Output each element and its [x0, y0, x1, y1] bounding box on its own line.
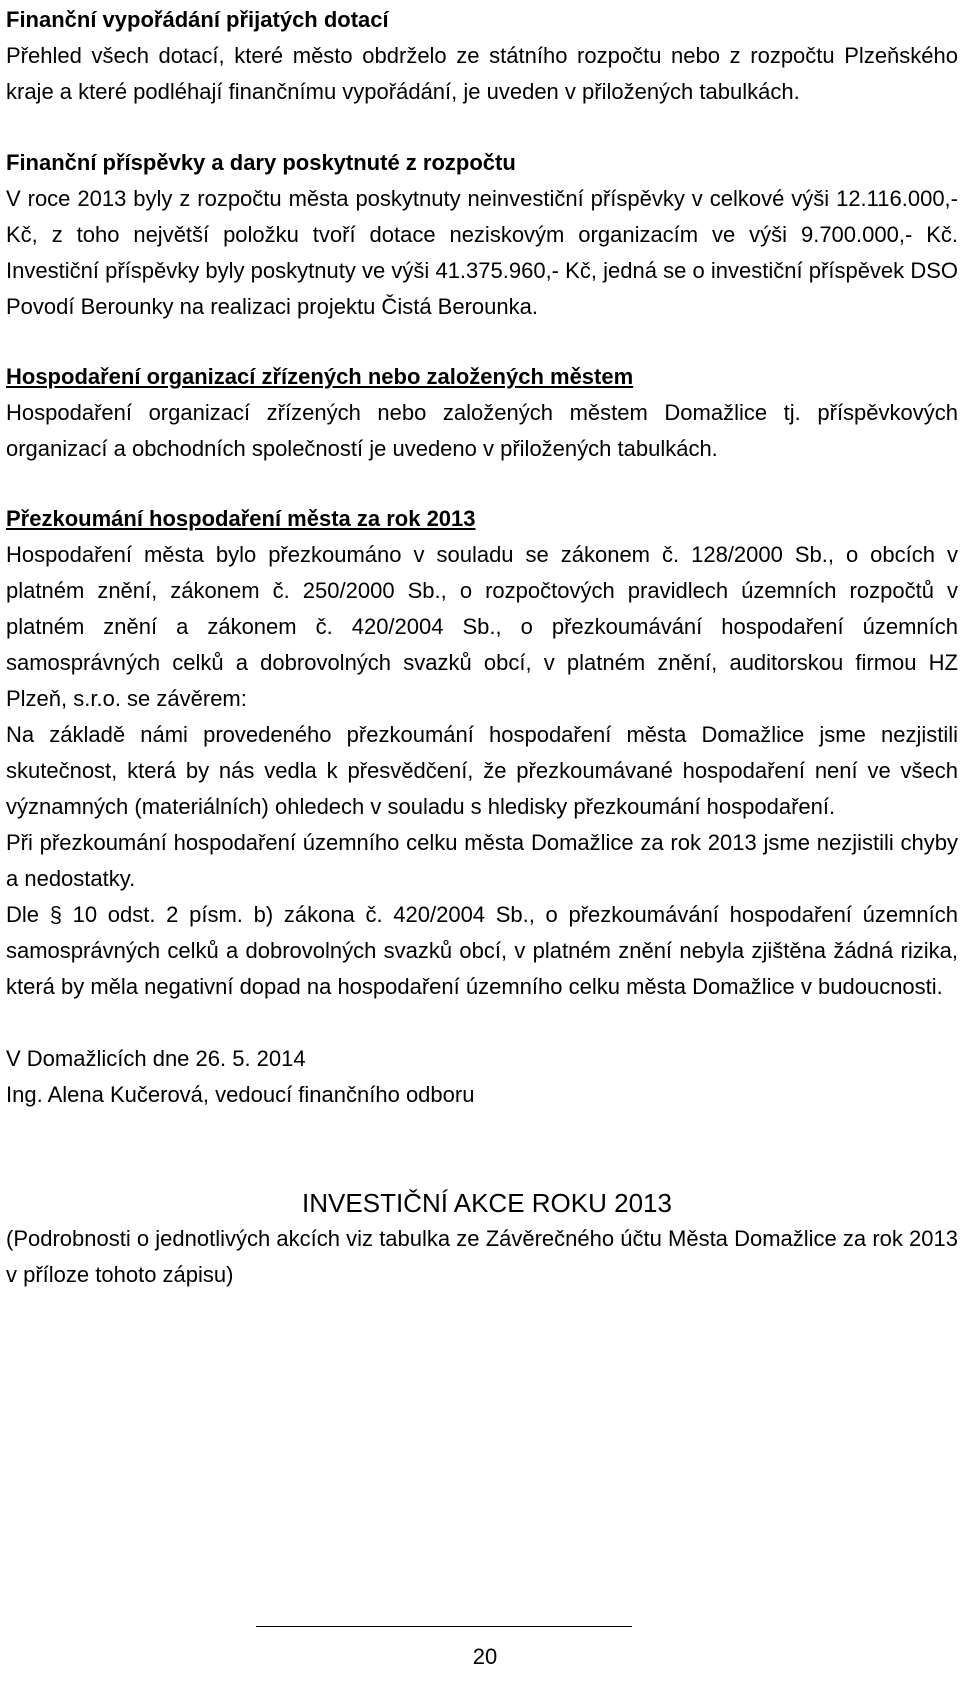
paragraph-investicni: (Podrobnosti o jednotlivých akcích viz tabulka ze Závěrečného účtu Města Domažlice za rok 2013 v příloze tohoto zápisu) — [6, 1226, 958, 1287]
signature-date: V Domažlicích dne 26. 5. 2014 — [6, 1046, 306, 1071]
heading-dotace: Finanční vypořádání přijatých dotací — [6, 7, 389, 32]
paragraph-prispevky: V roce 2013 byly z rozpočtu města poskytnuty neinvestiční příspěvky v celkové výši 12.116.000,- Kč, z toho největší položku tvoří dotace neziskovým organizacím ve výši 9.700.000,- Kč. Investiční příspěvky byly poskytnuty ve výši 41.375.960,- Kč, jedná se o investiční příspěvek DSO Povodí Berounky na realizaci projektu Čistá Berounka. — [6, 186, 958, 319]
signature-name: Ing. Alena Kučerová, vedoucí finančního odboru — [6, 1082, 475, 1107]
page-content — [6, 2, 958, 1293]
paragraph-prezkoumani-1: Hospodaření města bylo přezkoumáno v souladu se zákonem č. 128/2000 Sb., o obcích v platném znění, zákonem č. 250/2000 Sb., o rozpočtových pravidlech územních rozpočtů v platném znění a zákonem č. 420/2004 Sb., o přezkoumávání hospodaření územních samosprávných celků a dobrovolných svazků obcí, v platném znění, auditorskou firmou HZ Plzeň, s.r.o. se závěrem: — [6, 542, 958, 711]
footer-divider — [256, 1626, 632, 1627]
page-number: 20 — [472, 1644, 498, 1669]
heading-organizace: Hospodaření organizací zřízených nebo založených městem — [6, 364, 634, 389]
paragraph-prezkoumani-3: Při přezkoumání hospodaření územního celku města Domažlice za rok 2013 jsme nezjistili chyby a nedostatky. — [6, 830, 958, 891]
section-title-investicni: INVESTIČNÍ AKCE ROKU 2013 — [302, 1188, 672, 1218]
paragraph-prezkoumani-2: Na základě námi provedeného přezkoumání hospodaření města Domažlice jsme nezjistili skutečnost, která by nás vedla k přesvědčení, že přezkoumávané hospodaření není ve všech významných (materiálních) ohledech v souladu s hledisky přezkoumání hospodaření. — [6, 722, 958, 819]
heading-prezkoumani: Přezkoumání hospodaření města za rok 2013 — [6, 506, 476, 531]
paragraph-prezkoumani-4: Dle § 10 odst. 2 písm. b) zákona č. 420/2004 Sb., o přezkoumávání hospodaření územních samosprávných celků a dobrovolných svazků obcí, v platném znění nebyla zjištěna žádná rizika, která by měla negativní dopad na hospodaření územního celku města Domažlice v budoucnosti. — [6, 902, 958, 999]
heading-prispevky: Finanční příspěvky a dary poskytnuté z rozpočtu — [6, 150, 516, 175]
paragraph-organizace: Hospodaření organizací zřízených nebo založených městem Domažlice tj. příspěvkových organizací a obchodních společností je uvedeno v přiložených tabulkách. — [6, 400, 958, 461]
paragraph-dotace: Přehled všech dotací, které město obdrželo ze státního rozpočtu nebo z rozpočtu Plzeňského kraje a které podléhají finančnímu vypořádání, je uveden v přiložených tabulkách. — [6, 43, 958, 104]
